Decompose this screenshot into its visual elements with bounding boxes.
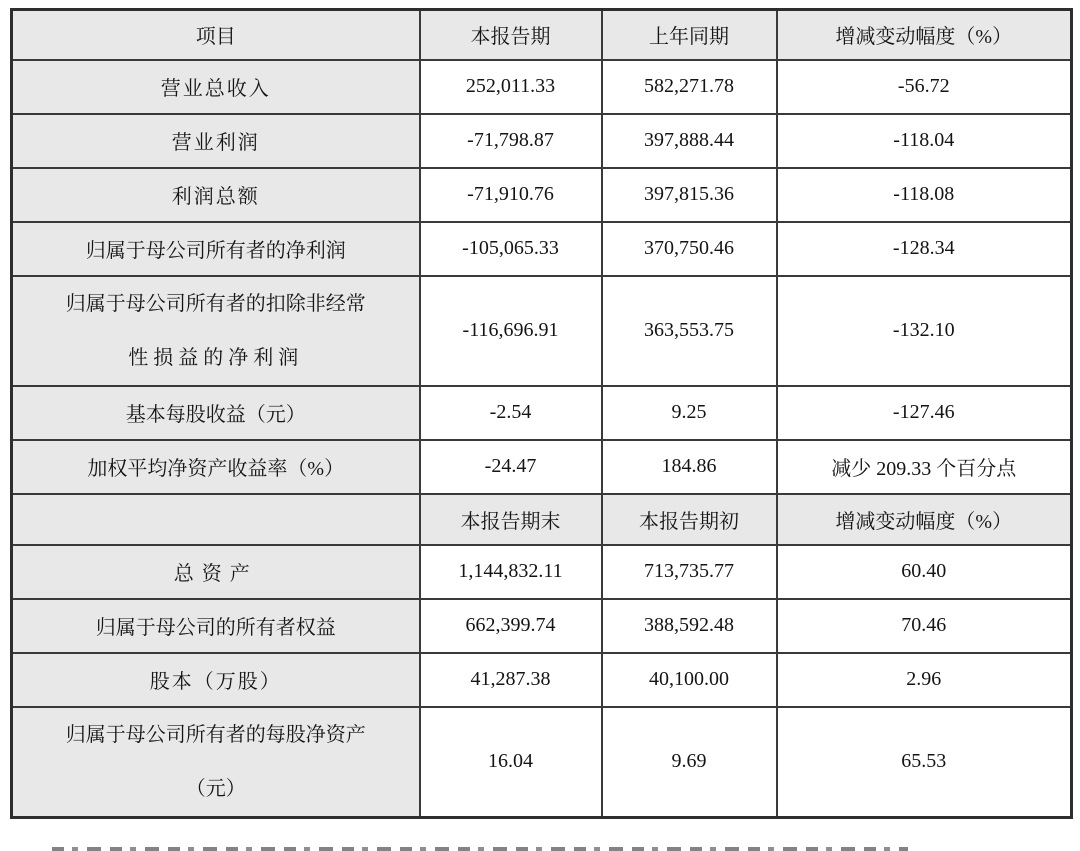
row-label: 股本（万股） (12, 653, 420, 707)
change-percent-value: 2.96 (777, 653, 1072, 707)
clipped-footnote-text (52, 847, 908, 851)
header-item: 项目 (12, 10, 420, 60)
row-label: 归属于母公司的所有者权益 (12, 599, 420, 653)
row-label: 营业利润 (12, 114, 420, 168)
header-period-end: 本报告期末 (420, 494, 602, 545)
period-end-value: 662,399.74 (420, 599, 602, 653)
header-item-blank (12, 494, 420, 545)
current-period-value: -71,798.87 (420, 114, 602, 168)
current-period-value: 252,011.33 (420, 60, 602, 114)
header-current-period: 本报告期 (420, 10, 602, 60)
change-percent-value: -118.08 (777, 168, 1072, 222)
row-label-line2: （元） (185, 777, 246, 800)
change-percent-value: -128.34 (777, 222, 1072, 276)
table-row-basic-eps (12, 386, 1072, 440)
current-period-value: -105,065.33 (420, 222, 602, 276)
current-period-value: -116,696.91 (420, 276, 602, 386)
current-period-value: -24.47 (420, 440, 602, 494)
table-header-row-middle (12, 494, 1072, 545)
change-percent-value: -56.72 (777, 60, 1072, 114)
change-percent-value: 65.53 (777, 707, 1072, 818)
row-label: 归属于母公司所有者的净利润 (12, 222, 420, 276)
row-label-line1: 归属于母公司所有者的扣除非经常 (65, 292, 366, 315)
current-period-value: -71,910.76 (420, 168, 602, 222)
period-end-value: 41,287.38 (420, 653, 602, 707)
table-header-row-top (12, 10, 1072, 60)
prior-period-value: 397,888.44 (602, 114, 777, 168)
header-prior-period: 上年同期 (602, 10, 777, 60)
row-label: 利润总额 (12, 168, 420, 222)
table-row-owners-equity-attributable (12, 599, 1072, 653)
header-change-percent: 增减变动幅度（%） (777, 10, 1072, 60)
change-percent-value: -127.46 (777, 386, 1072, 440)
row-label: 总资产 (12, 545, 420, 599)
table-row-total-profit (12, 168, 1072, 222)
table-row-weighted-avg-roe (12, 440, 1072, 494)
header-period-begin: 本报告期初 (602, 494, 777, 545)
period-begin-value: 388,592.48 (602, 599, 777, 653)
change-percent-value: 60.40 (777, 545, 1072, 599)
current-period-value: -2.54 (420, 386, 602, 440)
row-label-line1: 归属于母公司所有者的每股净资产 (65, 723, 366, 746)
prior-period-value: 363,553.75 (602, 276, 777, 386)
row-label (12, 707, 420, 818)
table-row-share-capital (12, 653, 1072, 707)
period-begin-value: 9.69 (602, 707, 777, 818)
table-row-net-assets-per-share (12, 707, 1072, 818)
change-percent-value: 减少 209.33 个百分点 (777, 440, 1072, 494)
prior-period-value: 582,271.78 (602, 60, 777, 114)
row-label (12, 276, 420, 386)
row-label: 营业总收入 (12, 60, 420, 114)
table-row-net-profit-attributable (12, 222, 1072, 276)
row-label: 加权平均净资产收益率（%） (12, 440, 420, 494)
period-begin-value: 40,100.00 (602, 653, 777, 707)
change-percent-value: -118.04 (777, 114, 1072, 168)
period-end-value: 16.04 (420, 707, 602, 818)
period-begin-value: 713,735.77 (602, 545, 777, 599)
change-percent-value: 70.46 (777, 599, 1072, 653)
prior-period-value: 9.25 (602, 386, 777, 440)
prior-period-value: 397,815.36 (602, 168, 777, 222)
table-row-net-profit-excl-nonrecurring (12, 276, 1072, 386)
row-label: 基本每股收益（元） (12, 386, 420, 440)
period-end-value: 1,144,832.11 (420, 545, 602, 599)
prior-period-value: 370,750.46 (602, 222, 777, 276)
prior-period-value: 184.86 (602, 440, 777, 494)
financial-summary-table (10, 8, 1073, 819)
change-percent-value: -132.10 (777, 276, 1072, 386)
header-change-percent: 增减变动幅度（%） (777, 494, 1072, 545)
table-row-total-assets (12, 545, 1072, 599)
table-row-total-revenue (12, 60, 1072, 114)
table-row-operating-profit (12, 114, 1072, 168)
row-label-line2: 性损益的净利润 (128, 346, 304, 369)
